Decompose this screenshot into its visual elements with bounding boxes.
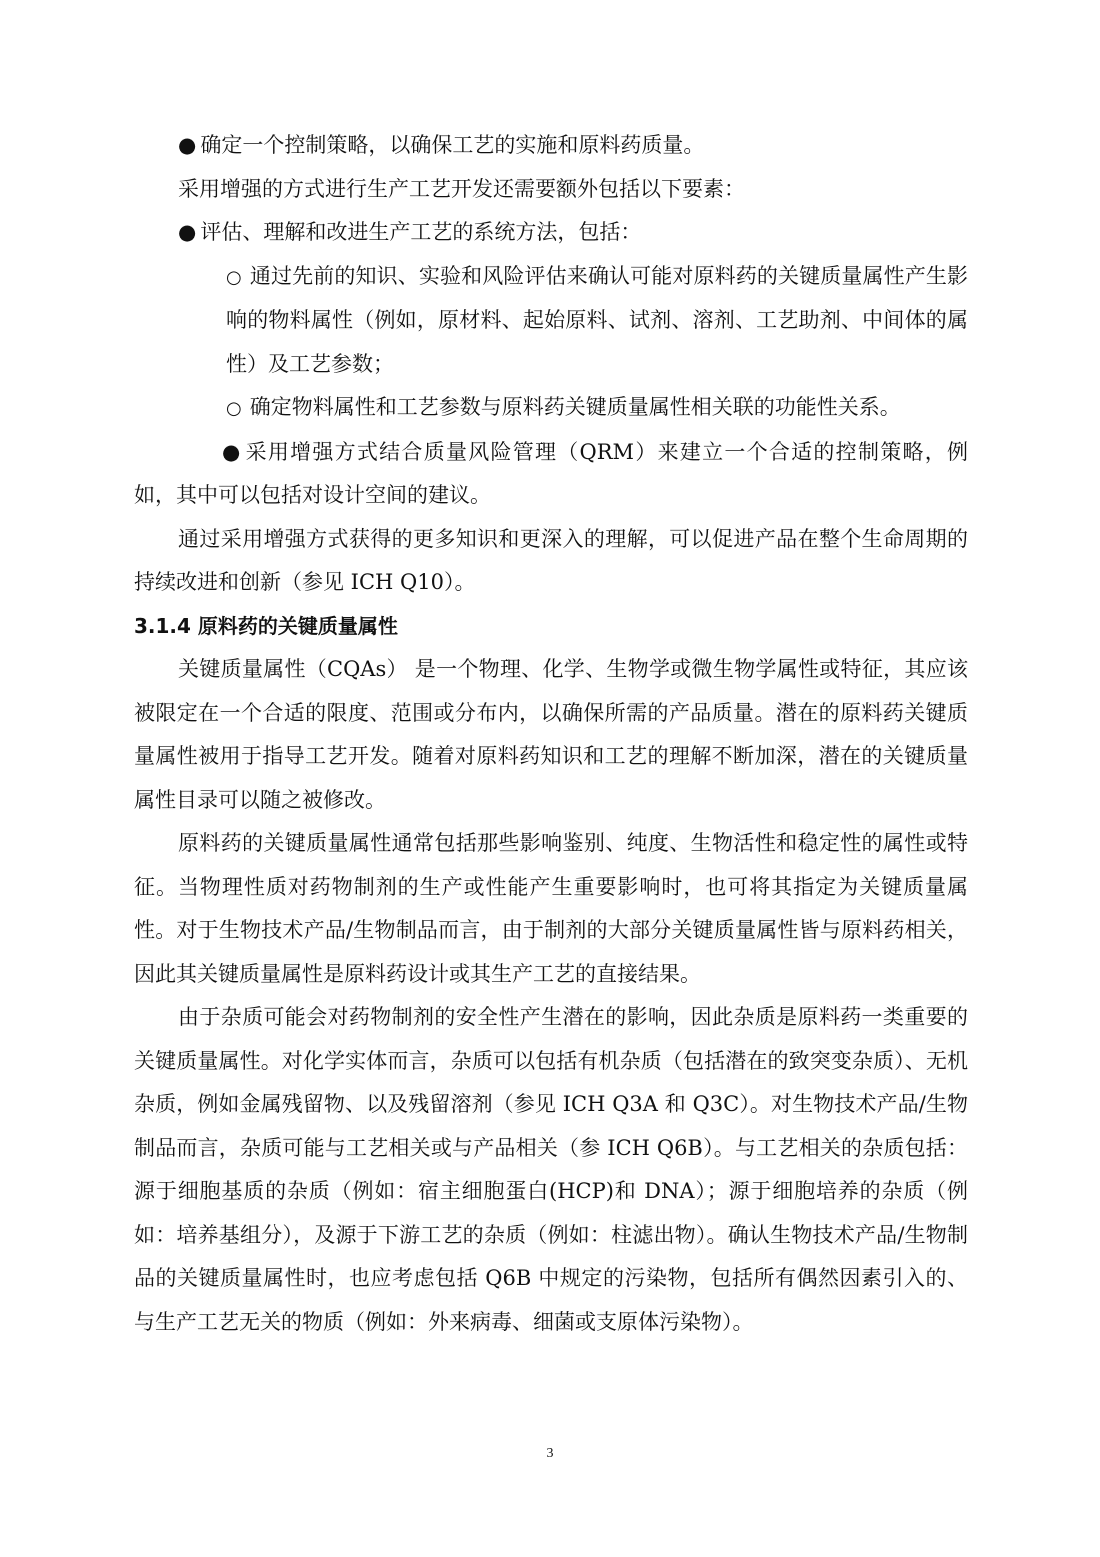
paragraph-cqa-definition: 关键质量属性（CQAs） 是一个物理、化学、生物学或微生物学属性或特征，其应该被限定在一个合适的限度、范围或分布内，以确保所需的产品质量。潜在的原料药关键质量属性被用于指导工艺开发。随着对原料药知识和工艺的理解不断加深，潜在的关键质量属性目录可以随之被修改。 [134,657,968,812]
bullet-dot-icon: ● [222,439,241,464]
paragraph-lifecycle: 通过采用增强方式获得的更多知识和更深入的理解，可以促进产品在整个生命周期的持续改进和创新（参见 ICH Q10）。 [134,526,968,594]
sub-bullet-paragraph-identify-attributes [134,255,968,387]
bullet-paragraph-systematic-approach [134,211,968,255]
bullet-circle-icon: ○ [226,398,242,419]
bullet-paragraph-control-strategy [134,124,968,168]
paragraph-text: 通过先前的知识、实验和风险评估来确认可能对原料药的关键质量属性产生影响的物料属性（例如，原材料、起始原料、试剂、溶剂、工艺助剂、中间体的属性）及工艺参数； [226,263,968,376]
paragraph-text: 确定一个控制策略，以确保工艺的实施和原料药质量。 [200,133,705,157]
paragraph-text: 评估、理解和改进生产工艺的系统方法，包括： [200,220,642,244]
paragraph-text: 确定物料属性和工艺参数与原料药关键质量属性相关联的功能性关系。 [249,395,901,419]
paragraph-text: 采用增强方式结合质量风险管理（QRM）来建立一个合适的控制策略，例如，其中可以包括对设计空间的建议。 [134,439,968,507]
bullet-dot-icon: ● [178,220,197,244]
sub-bullet-paragraph-functional-relationships [134,386,968,431]
paragraph-impurities: 由于杂质可能会对药物制剂的安全性产生潜在的影响，因此杂质是原料药一类重要的关键质量属性。对化学实体而言，杂质可以包括有机杂质（包括潜在的致突变杂质）、无机杂质，例如金属残留物、以及残留溶剂（参见 ICH Q3A 和 Q3C）。对生物技术产品/生物制品而言，杂质可能与工艺相关或与产品相关（参 ICH Q6B）。与工艺相关的杂质包括：源于细胞基质的杂质（例如：宿主细胞蛋白(HCP)和 DNA）；源于细胞培养的杂质（例如：培养基组分），及源于下游工艺的杂质（例如：柱滤出物）。确认生物技术产品/生物制品的关键质量属性时，也应考虑包括 Q6B 中规定的污染物，包括所有偶然因素引入的、与生产工艺无关的物质（例如：外来病毒、细菌或支原体污染物）。 [134,1005,968,1334]
page-content [134,124,968,1344]
paragraph-enhanced-approach-intro: 采用增强的方式进行生产工艺开发还需要额外包括以下要素： [178,176,745,201]
bullet-circle-icon: ○ [226,266,242,288]
paragraph-cqa-typical: 原料药的关键质量属性通常包括那些影响鉴别、纯度、生物活性和稳定性的属性或特征。当物理性质对药物制剂的生产或性能产生重要影响时，也可将其指定为关键质量属性。对于生物技术产品/生物制品而言，由于制剂的大部分关键质量属性皆与原料药相关，因此其关键质量属性是原料药设计或其生产工艺的直接结果。 [134,831,968,986]
bullet-paragraph-qrm [134,431,968,518]
page-number: 3 [546,1446,554,1461]
bullet-dot-icon: ● [178,133,197,157]
section-heading: 3.1.4 原料药的关键质量属性 [134,613,398,638]
